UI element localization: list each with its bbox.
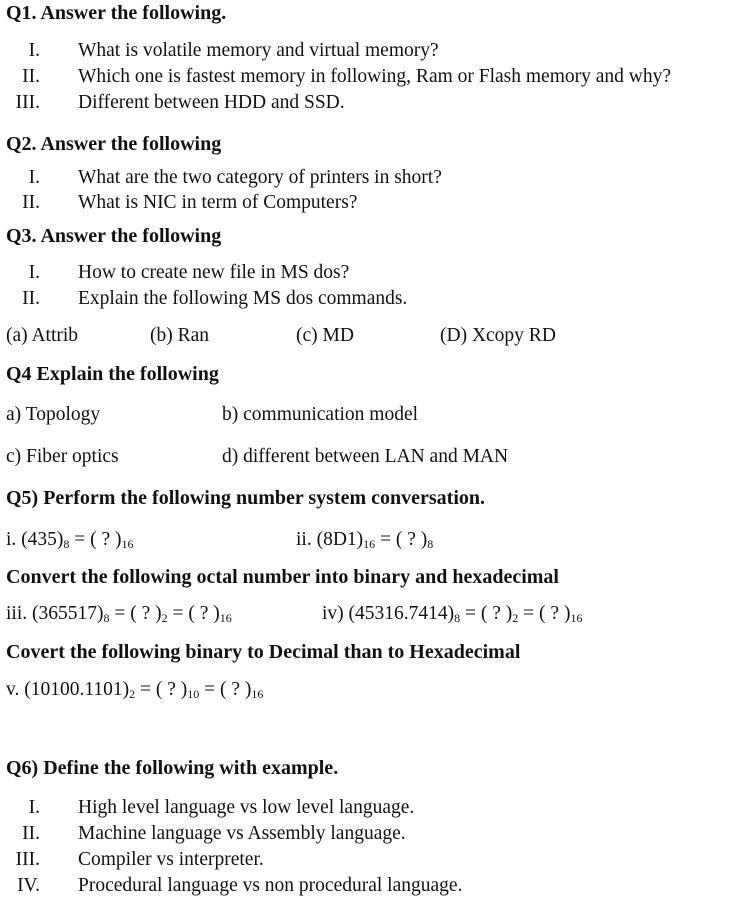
list-number: II. [22, 288, 40, 309]
conversion-ii: ii. $(8D1)_{16}$ = ( ? )$_8$ [296, 529, 434, 551]
topic-item: d) different between LAN and MAN [222, 446, 509, 467]
list-number: I. [28, 167, 40, 188]
list-number: I. [28, 797, 40, 818]
q2-heading: Q2. Answer the following [6, 133, 222, 155]
list-number: II. [22, 823, 40, 844]
q5-heading: Q5) Perform the following number system conversation. [6, 487, 486, 509]
question-text: High level language vs low level language. [78, 797, 415, 818]
list-number: III. [15, 92, 40, 113]
topic-item: c) Fiber optics [6, 446, 119, 467]
question-text: What is NIC in term of Computers? [78, 192, 358, 213]
question-text: Procedural language vs non procedural language. [78, 875, 463, 896]
question-text: Explain the following MS dos commands. [78, 288, 408, 309]
list-number: I. [28, 40, 40, 61]
question-text: What is volatile memory and virtual memory? [78, 40, 439, 61]
binary-conversion-heading: Covert the following binary to Decimal than to Hexadecimal [6, 641, 521, 663]
question-text: What are the two category of printers in short? [78, 167, 442, 188]
list-number: III. [15, 849, 40, 870]
question-text: Different between HDD and SSD. [78, 92, 345, 113]
question-text: Which one is fastest memory in following, Ram or Flash memory and why? [78, 66, 672, 87]
topic-item: b) communication model [222, 404, 419, 425]
list-number: II. [22, 192, 40, 213]
conversion-iii: iii. $(365517)_8$ = ( ? )$_2$ = ( ? )$_{16}$ [6, 603, 232, 625]
q4-heading: Q4 Explain the following [6, 363, 219, 385]
conversion-i: i. $(435)_8$ = ( ? )$_{16}$ [6, 529, 134, 551]
conversion-iv: iv) $(45316.7414)_8$ = ( ? )$_2$ = ( ? )$_{16}$ [322, 603, 583, 625]
q3-heading: Q3. Answer the following [6, 225, 222, 247]
q6-heading: Q6) Define the following with example. [6, 757, 339, 779]
command-item: (b) Ran [150, 325, 210, 346]
q1-heading: Q1. Answer the following. [6, 2, 227, 24]
command-item: (c) MD [296, 325, 354, 346]
list-number: IV. [17, 875, 40, 896]
command-item: (a) Attrib [6, 325, 79, 346]
topic-item: a) Topology [6, 404, 101, 425]
question-text: Compiler vs interpreter. [78, 849, 264, 870]
question-text: How to create new file in MS dos? [78, 262, 350, 283]
octal-conversion-heading: Convert the following octal number into binary and hexadecimal [6, 566, 559, 588]
list-number: II. [22, 66, 40, 87]
conversion-v: v. $(10100.1101)_2$ = ( ? )$_{10}$ = ( ? )$_{16}$ [6, 679, 264, 701]
question-text: Machine language vs Assembly language. [78, 823, 406, 844]
command-item: (D) Xcopy RD [440, 325, 556, 346]
list-number: I. [28, 262, 40, 283]
